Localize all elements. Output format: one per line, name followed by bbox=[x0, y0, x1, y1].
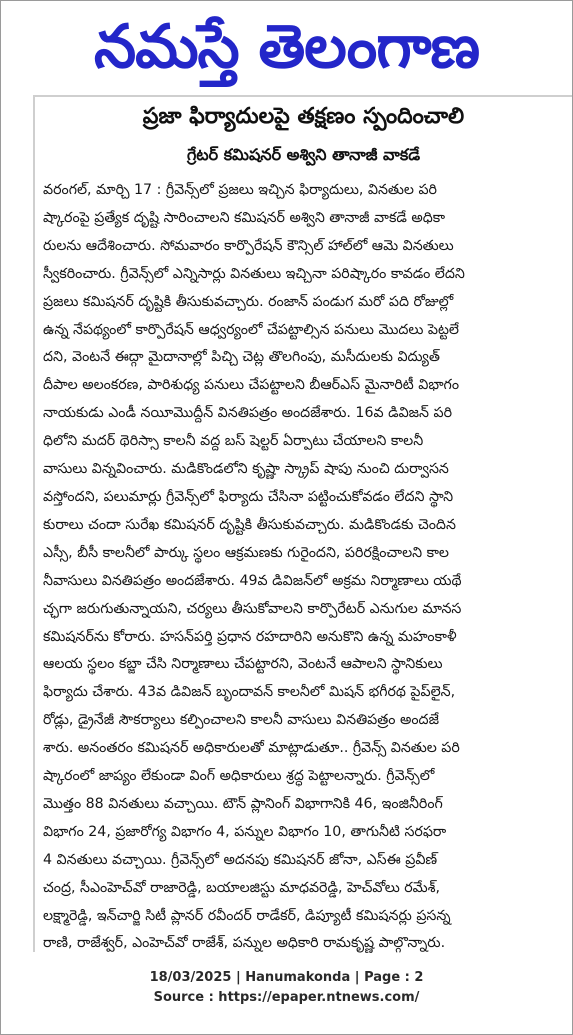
article-line: దని, వెంటనే ఈద్గా మైదానాల్లో పిచ్చి చెట్ల తొలగింపు, మసీదులకు విద్యుత్ bbox=[43, 349, 440, 366]
article-clipping bbox=[33, 95, 572, 952]
article-line: లక్ష్మారెడ్డి, ఇన్‌చార్జి సిటీ ప్లానర్ రవీందర్ రాడేకర్, డిప్యూటీ కమిషనర్లు ప్రసన్న bbox=[43, 907, 451, 924]
article-subheadline: గ్రేటర్ కమిషనర్ అశ్విని తానాజీ వాకడే bbox=[186, 145, 421, 164]
masthead-logo: నమస్తే తెలంగాణ bbox=[93, 12, 480, 82]
article-line: వరంగల్, మార్చి 17 : గ్రీవెన్స్‌లో ప్రజలు ఇచ్చిన ఫిర్యాదులు, వినతుల పరి bbox=[43, 182, 437, 198]
article-line: ష్కారంపై ప్రత్యేక దృష్టి సారించాలని కమిషనర్ అశ్విని తానాజీ వాకడే అధికా bbox=[43, 209, 446, 226]
article-body bbox=[43, 177, 563, 958]
article-line: ఎస్సీ, బీసీ కాలనీలో పార్కు స్థలం ఆక్రమణకు గురైందని, పరిరక్షించాలని కాల bbox=[43, 544, 449, 561]
article-line: కమిషనర్‌ను కోరారు. హసన్‌పర్తి ప్రధాన రహదారిని అనుకొని ఉన్న మహంకాళీ bbox=[43, 628, 457, 645]
article-line: ప్రజలు కమిషనర్ దృష్టికి తీసుకువచ్చారు. రంజాన్ పండుగ మరో పది రోజుల్లో bbox=[43, 293, 454, 310]
article-line: నాయకుడు ఎండీ నయీమొద్దీన్ వినతిపత్రం అందజేశారు. 16వ డివిజన్ పరి bbox=[43, 405, 453, 422]
edition-info: 18/03/2025 | Hanumakonda | Page : 2 bbox=[149, 970, 424, 985]
article-headline: ప్రజా ఫిర్యాదులపై తక్షణం స్పందించాలి bbox=[142, 104, 465, 129]
article-line: 4 వినతులు వచ్చాయి. గ్రీవెన్స్‌లో అదనపు కమిషనర్ జోనా, ఎస్ఈ ప్రవీణ్ bbox=[43, 851, 438, 868]
article-line: ధిలోని మదర్ థెరిస్సా కాలనీ వద్ద బస్ షెల్టర్ ఏర్పాటు చేయాలని కాలనీ bbox=[43, 433, 424, 450]
article-line: చ్ఛగా జరుగుతున్నాయని, చర్యలు తీసుకోవాలని కార్పొరేటర్ ఎనుగుల మానస bbox=[43, 600, 462, 617]
article-line: నీవాసులు వినతిపత్రం అందజేశారు. 49వ డివిజన్‌లో అక్రమ నిర్మాణాలు యథే bbox=[43, 572, 462, 589]
article-line: ఫిర్యాదు చేశారు. 43వ డివిజన్ బృందావన్ కాలనీలో మిషన్ భగీరథ పైప్‌లైన్, bbox=[43, 684, 456, 701]
article-line: ష్కారంలో జాప్యం లేకుండా వింగ్ అధికారులు శ్రద్ధ పెట్టాలన్నారు. గ్రీవెన్స్‌లో bbox=[43, 768, 435, 785]
article-line: ఆలయ స్థలం కబ్జా చేసి నిర్మాణాలు చేపట్టారని, వెంటనే ఆపాలని స్థానికులు bbox=[43, 656, 443, 673]
article-line: ఉన్న నేపథ్యంలో కార్పొరేషన్ ఆధ్వర్యంలో చేపట్టాల్సిన పనులు మొదలు పెట్టలే bbox=[43, 321, 459, 338]
article-line: దీపాల అలంకరణ, పారిశుధ్య పనులు చేపట్టాలని బీఆర్ఎస్ మైనారిటీ విభాగం bbox=[43, 377, 460, 394]
article-line: స్వీకరించారు. గ్రీవెన్స్‌లో ఎన్నిసార్లు వినతులు ఇచ్చినా పరిష్కారం కావడం లేదని bbox=[43, 265, 465, 282]
clipping-footer bbox=[0, 968, 573, 1008]
article-line: విభాగం 24, ప్రజారోగ్య విభాగం 4, పన్నుల విభాగం 10, తాగునీటి సరఫరా bbox=[43, 823, 447, 840]
article-line: వాసులు విన్నవించారు. మడికొండలోని కృష్ణా స్క్రాప్ షాపు నుంచి దుర్వాసన bbox=[43, 461, 449, 478]
article-line: మొత్తం 88 వినతులు వచ్చాయి. టౌన్ ప్లానింగ్ విభాగానికి 46, ఇంజినీరింగ్ bbox=[43, 795, 443, 812]
article-line: చంద్ర, సీఎంహెచ్‌వో రాజారెడ్డి, బయాలజిస్టు మాధవరెడ్డి, హెచ్‌వోలు రమేశ్, bbox=[43, 879, 441, 896]
newspaper-masthead bbox=[0, 4, 573, 90]
article-line: కురాలు చందా సురేఖ కమిషనర్ దృష్టికి తీసుకువచ్చారు. మడికొండకు చెందిన bbox=[43, 516, 456, 533]
article-line: శారు. అనంతరం కమిషనర్ అధికారులతో మాట్లాడుతూ.. గ్రీవెన్స్ వినతుల పరి bbox=[43, 740, 460, 757]
article-line: రోడ్లు, డ్రైనేజీ సౌకర్యాలు కల్పించాలని కాలనీ వాసులు వినతిపత్రం అందజే bbox=[43, 712, 439, 729]
article-line: రాణి, రాజేశ్వర్, ఎంహెచ్‌వో రాజేశ్, పన్నుల అధికారి రామకృష్ణ పాల్గొన్నారు. bbox=[43, 935, 446, 952]
source-info: Source : https://epaper.ntnews.com/ bbox=[153, 990, 420, 1005]
article-line: వస్తోందని, పలుమార్లు గ్రీవెన్స్‌లో ఫిర్యాదు చేసినా పట్టించుకోవడం లేదని స్థాని bbox=[43, 488, 454, 505]
article-line: రులను ఆదేశించారు. సోమవారం కార్పొరేషన్ కౌన్సిల్ హాల్‌లో ఆమె వినతులు bbox=[43, 237, 454, 254]
